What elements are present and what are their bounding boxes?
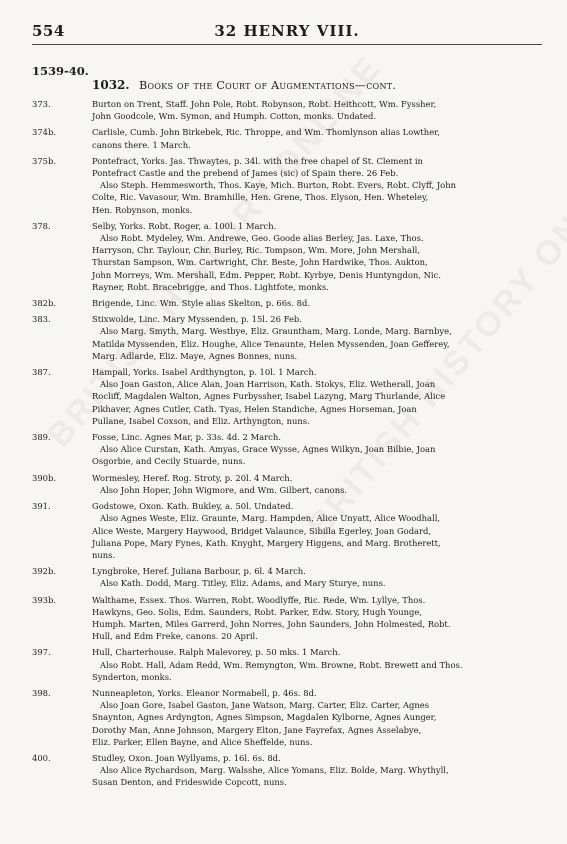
entry-number: 375b. (32, 155, 57, 166)
entry-line: nuns. (92, 549, 116, 560)
page-header (32, 18, 542, 45)
entry-number: 382b. (32, 298, 57, 309)
entry-text (92, 297, 544, 309)
entry-line: Pontefract Castle and the prebend of James (sic) of Spain there. 26 Feb. (92, 168, 399, 179)
entry-line: Snaynton, Agnes Ardyngton, Agnes Simpson, Magdalen Kylborne, Agnes Aunger, (92, 712, 437, 723)
section-title (92, 78, 396, 92)
entry-line: Nunneapleton, Yorks. Eleanor Normabell, p. 46s. 8d. (92, 687, 317, 698)
entry-line: Hen. Robynson, monks. (92, 204, 193, 215)
entry-line: canons there. 1 March. (92, 139, 191, 150)
entry-number: 400. (32, 752, 51, 763)
entry-line: Also Kath. Dodd, Marg. Titley, Eliz. Adams, and Mary Sturye, nuns. (100, 578, 386, 589)
entry-line: Matilda Myssenden, Eliz. Houghe, Alice Tenaunte, Helen Myssenden, Joan Gefferey, (92, 338, 450, 349)
entry (32, 313, 544, 362)
entry (32, 687, 544, 748)
entry-line: Also Alice Curstan, Kath. Amyas, Grace Wysse, Agnes Wilkyn, Joan Bilbie, Joan (100, 444, 436, 455)
entry (32, 752, 544, 789)
entry-line: Pontefract, Yorks. Jas. Thwaytes, p. 34l. with the free chapel of St. Clement in (92, 155, 423, 166)
entry-line: Pullane, Isabel Coxson, and Eliz. Arthyngton, nuns. (92, 415, 310, 426)
entry-text (92, 313, 544, 362)
entry-text (92, 752, 544, 789)
entry-number: 398. (32, 687, 51, 698)
entry-line: Colte, Ric. Vavasour, Wm. Bramhille, Hen. Grene, Thos. Elyson, Hen. Wheteley, (92, 192, 429, 203)
running-head: 32 HENRY VIII. (214, 22, 360, 40)
entry-line: Also Steph. Hemmesworth, Thos. Kaye, Mich. Burton, Robt. Evers, Robt. Clyff, John (100, 180, 457, 191)
entry (32, 297, 544, 309)
entry-line: Pikhaver, Agnes Cutler, Cath. Tyas, Helen Standiche, Agnes Horseman, Joan (92, 403, 417, 414)
entry-list (32, 98, 544, 793)
entry (32, 646, 544, 683)
entry-line: Harryson, Chr. Taylour, Chr. Burley, Ric. Tompson, Wm. More, John Mershall, (92, 245, 421, 256)
entry-line: Rayner, Robt. Bracebrigge, and Thos. Lightfote, monks. (92, 281, 329, 292)
entry-text (92, 594, 544, 643)
entry-line: Hampall, Yorks. Isabel Ardthyngton, p. 10l. 1 March. (92, 367, 317, 378)
page-number: 554 (32, 22, 65, 40)
entry-line: Godstowe, Oxon. Kath. Bukley, a. 50l. Undated. (92, 501, 294, 512)
entry-line: Selby, Yorks. Robt. Roger, a. 100l. 1 March. (92, 220, 277, 231)
entry-number: 383. (32, 314, 51, 325)
entry-line: Marg. Adlarde, Eliz. Maye, Agnes Bonnes, nuns. (92, 350, 298, 361)
section-title-text: Books of the Court of Augmentations—cont. (139, 79, 397, 92)
entry-line: Juliana Pope, Mary Fynes, Kath. Knyght, Margery Higgens, and Marg. Brotherett, (92, 537, 441, 548)
entry-line: Wormesley, Heref. Rog. Stroty, p. 20l. 4 March. (92, 472, 293, 483)
year-heading: 1539-40. (32, 64, 89, 78)
entry-line: Also Robt. Hall, Adam Redd, Wm. Remyngton, Wm. Browne, Robt. Brewett and Thos. (100, 659, 463, 670)
entry-text (92, 366, 544, 427)
entry (32, 126, 544, 150)
entry-text (92, 220, 544, 293)
entry-number: 391. (32, 501, 51, 512)
entry (32, 472, 544, 496)
entry-number: 392b. (32, 566, 57, 577)
entry-number: 390b. (32, 472, 57, 483)
entry-line: Susan Denton, and Frideswide Copcott, nuns. (92, 777, 287, 788)
entry-line: Lyngbroke, Heref. Juliana Barbour, p. 6l. 4 March. (92, 566, 306, 577)
section-number: 1032. (92, 78, 130, 92)
entry-text (92, 646, 544, 683)
entry (32, 98, 544, 122)
entry (32, 366, 544, 427)
entry-text (92, 155, 544, 216)
entry-line: Synderton, monks. (92, 671, 172, 682)
entry-number: 393b. (32, 594, 57, 605)
entry-text (92, 472, 544, 496)
entry-number: 389. (32, 432, 51, 443)
entry-text (92, 431, 544, 468)
entry-line: John Morreys, Wm. Mershall, Edm. Pepper, Robt. Kyrbye, Denis Huntyngdon, Nic. (92, 269, 441, 280)
entry-line: Brigende, Linc. Wm. Style alias Skelton, p. 66s. 8d. (92, 298, 311, 309)
entry-text (92, 500, 544, 561)
entry-number: 374b. (32, 127, 57, 138)
entry-line: Also Joan Gaston, Alice Alan, Joan Harrison, Kath. Stokys, Eliz. Wetherall, Joan (100, 379, 436, 390)
entry-line: Walthame, Essex. Thos. Warren, Robt. Woodlyffe, Ric. Rede, Wm. Lyllye, Thos. (92, 594, 426, 605)
entry-line: Rocliff, Magdalen Walton, Agnes Furbyssher, Isabel Lazyng, Marg Thurlande, Alice (92, 391, 446, 402)
entry-line: Studley, Oxon. Joan Wyllyams, p. 16l. 6s. 8d. (92, 752, 281, 763)
entry-line: Fosse, Linc. Agnes Mar, p. 33s. 4d. 2 March. (92, 432, 281, 443)
entry-line: Carlisle, Cumb. John Birkebek, Ric. Throppe, and Wm. Thomlynson alias Lowther, (92, 127, 440, 138)
entry-line: Also Robt. Mydeley, Wm. Andrewe, Geo. Goode alias Berley, Jas. Laxe, Thos. (100, 233, 424, 244)
entry-line: Eliz. Parker, Ellen Bayne, and Alice Sheffelde, nuns. (92, 736, 313, 747)
entry-line: John Goodcole, Wm. Symon, and Humph. Cotton, monks. Undated. (92, 111, 377, 122)
entry-number: 387. (32, 367, 51, 378)
entry (32, 565, 544, 589)
entry-line: Hull, and Edm Freke, canons. 20 April. (92, 631, 258, 642)
entry-text (92, 565, 544, 589)
entry (32, 431, 544, 468)
entry-text (92, 126, 544, 150)
entry (32, 220, 544, 293)
entry-line: Stixwolde, Linc. Mary Myssenden, p. 15l. 26 Feb. (92, 314, 302, 325)
entry-line: Dorothy Man, Anne Johnson, Margery Elton, Jane Fayrefax, Agnes Asselabye, (92, 724, 422, 735)
entry-line: Alice Weste, Margery Haywood, Bridget Valaunce, Sibilla Egerley, Joan Godard, (92, 525, 432, 536)
entry-line: Osgorbie, and Cecily Stuarde, nuns. (92, 456, 246, 467)
entry (32, 155, 544, 216)
entry (32, 500, 544, 561)
entry-line: Burton on Trent, Staff. John Pole, Robt. Robynson, Robt. Heithcott, Wm. Fyssher, (92, 99, 437, 109)
entry-number: 373. (32, 99, 51, 109)
entry-line: Also Agnes Weste, Eliz. Graunte, Marg. Hampden, Alice Unyatt, Alice Woodhall, (100, 513, 441, 524)
entry-line: Also Alice Rychardson, Marg. Walsshe, Alice Yomans, Eliz. Bolde, Marg. Whythyll, (100, 765, 449, 776)
entry-text (92, 687, 544, 748)
entry-number: 378. (32, 220, 51, 231)
entry-line: Also Joan Gore, Isabel Gaston, Jane Watson, Marg. Carter, Eliz. Carter, Agnes (100, 700, 430, 711)
entry-line: Humph. Marten, Miles Garrerd, John Norres, John Saunders, John Holmested, Robt. (92, 618, 451, 629)
entry-line: Also Marg. Smyth, Marg. Westbye, Eliz. Grauntham, Marg. Londe, Marg. Barnbye, (100, 326, 452, 337)
entry-line: Thurstan Sampson, Wm. Cartwright, Chr. Beste, John Hardwike, Thos. Aukton, (92, 257, 428, 268)
entry (32, 594, 544, 643)
entry-number: 397. (32, 647, 51, 658)
entry-text (92, 98, 544, 122)
entry-line: Hull, Charterhouse. Ralph Malevorey, p. 50 mks. 1 March. (92, 647, 341, 658)
entry-line: Also John Hoper, John Wigmore, and Wm. Gilbert, canons. (100, 484, 348, 495)
entry-line: Hawkyns, Geo. Solis, Edm. Saunders, Robt. Parker, Edw. Story, Hugh Younge, (92, 606, 422, 617)
